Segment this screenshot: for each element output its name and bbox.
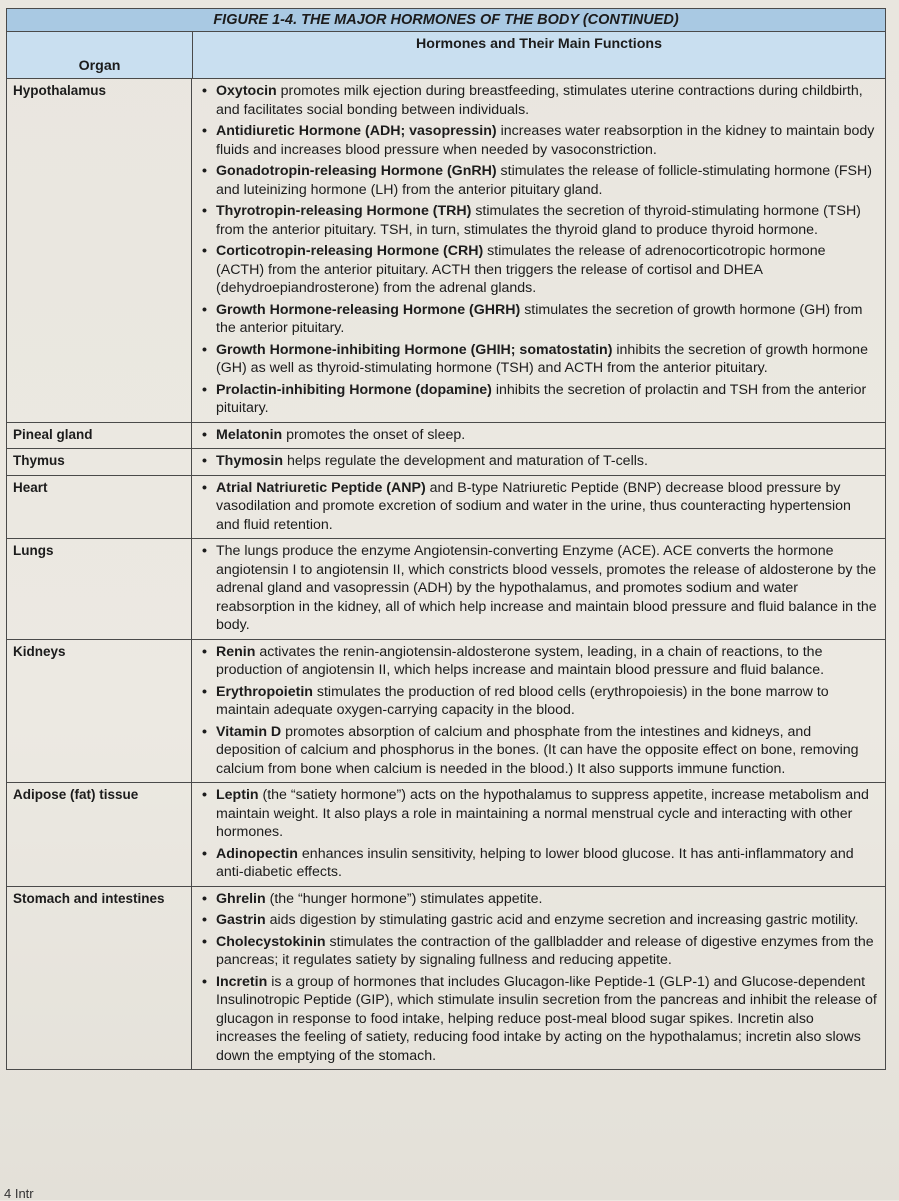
hormone-name: Antidiuretic Hormone (ADH; vasopressin) [216, 123, 497, 139]
organ-cell: Lungs [7, 539, 192, 639]
hormone-name: Leptin [216, 787, 259, 803]
table-row [7, 783, 885, 887]
hormone-item [202, 301, 877, 338]
hormone-item [202, 82, 877, 119]
hormone-name: Incretin [216, 973, 268, 990]
bullet-icon: • [202, 243, 207, 259]
hormone-name: Growth Hormone-releasing Hormone (GHRH) [216, 301, 521, 318]
hormone-item [202, 122, 877, 159]
organ-cell: Hypothalamus [7, 79, 192, 422]
hormone-item [202, 452, 877, 471]
hormone-description: helps regulate the development and maturation of T-cells. [283, 453, 648, 469]
bullet-icon: • [202, 973, 207, 990]
hormone-description: activates the renin-angiotensin-aldosterone system, leading, in a chain of reactions, to the production of angiotensin II, which helps increase and maintain blood pressure and fluid balance. [216, 643, 825, 678]
bullet-icon: • [202, 933, 207, 950]
hormone-name: Growth Hormone-inhibiting Hormone (GHIH; somatostatin) [216, 341, 613, 358]
hormone-description: stimulates the release of adrenocorticotropic hormone (ACTH) from the anterior pituitary. ACTH then triggers the release of cortisol and DHEA (dehydroepiandrosterone) from the adrenal glands. [216, 243, 826, 296]
hormone-description: stimulates the secretion of thyroid-stimulating hormone (TSH) from the anterior pituitary. TSH, in turn, stimulates the thyroid gland to produce thyroid hormone. [216, 203, 861, 238]
hormone-name: Vitamin D [216, 723, 282, 740]
organ-cell: Pineal gland [7, 423, 192, 449]
hormone-name: Renin [216, 643, 256, 660]
table-body [7, 79, 885, 1069]
organ-cell: Stomach and intestines [7, 887, 192, 1070]
hormone-name: Corticotropin-releasing Hormone (CRH) [216, 243, 484, 259]
table-row [7, 79, 885, 423]
hormone-description: (the “hunger hormone”) stimulates appetite. [265, 890, 543, 907]
organ-column-header: Organ [7, 32, 193, 78]
organ-cell: Kidneys [7, 640, 192, 783]
table-header [7, 32, 885, 79]
hormone-name: Ghrelin [216, 890, 266, 907]
hormone-functions-cell [192, 423, 885, 449]
bullet-icon: • [202, 787, 207, 803]
hormone-description: The lungs produce the enzyme Angiotensin-converting Enzyme (ACE). ACE converts the hormone angiotensin I to angiotensin II, which constricts blood vessels, promotes the release of aldosterone by the adrenal gland and vasopressin (ADH) by the hypothalamus, and promotes sodium and water reabsorption in the kidney, all of which help increase and maintain blood pressure and fluid balance in the body. [216, 543, 877, 633]
hormone-item [202, 933, 877, 970]
hormones-table [6, 8, 886, 1070]
hormone-name: Oxytocin [216, 83, 277, 99]
hormone-item [202, 723, 877, 779]
hormone-description: and B-type Natriuretic Peptide (BNP) decrease blood pressure by vasodilation and promote excretion of sodium and water in the urine, thus counteracting hypertension and fluid retention. [216, 479, 851, 533]
hormone-item [202, 643, 877, 680]
hormone-name: Erythropoietin [216, 683, 313, 700]
hormone-item [202, 683, 877, 720]
hormone-name: Adinopectin [216, 845, 298, 862]
table-row [7, 887, 885, 1070]
organ-cell: Adipose (fat) tissue [7, 783, 192, 886]
hormone-functions-cell [192, 476, 885, 539]
hormone-description: enhances insulin sensitivity, helping to lower blood glucose. It has anti-inflammatory and anti-diabetic effects. [216, 845, 854, 880]
page-footer: 4 Intr [4, 1186, 34, 1201]
bullet-icon: • [202, 83, 207, 99]
bullet-icon: • [202, 890, 207, 907]
hormone-description: increases water reabsorption in the kidney to maintain body fluids and increases blood pressure when needed by vasoconstriction. [216, 123, 875, 158]
hormone-description: stimulates the contraction of the gallbladder and release of digestive enzymes from the pancreas; it regulates satiety by signaling fullness and reducing appetite. [216, 933, 874, 968]
hormone-functions-cell [192, 783, 885, 886]
bullet-icon: • [202, 426, 207, 443]
hormone-description: stimulates the release of follicle-stimulating hormone (FSH) and luteinizing hormone (LH) from the anterior pituitary gland. [216, 163, 872, 198]
table-title: FIGURE 1-4. THE MAJOR HORMONES OF THE BODY (CONTINUED) [7, 9, 885, 32]
organ-cell: Heart [7, 476, 192, 539]
hormone-functions-cell [192, 449, 885, 475]
table-row [7, 449, 885, 476]
hormone-functions-cell [192, 887, 885, 1070]
hormone-item [202, 911, 877, 930]
hormone-description: promotes milk ejection during breastfeeding, stimulates uterine contractions during childbirth, and facilitates social bonding between individuals. [216, 83, 863, 118]
hormone-name: Thymosin [216, 453, 284, 469]
hormone-name: Gastrin [216, 912, 266, 928]
hormone-item [202, 341, 877, 378]
organ-cell: Thymus [7, 449, 192, 475]
hormone-name: Melatonin [216, 426, 283, 443]
hormone-item [202, 973, 877, 1066]
hormone-description: is a group of hormones that includes Glucagon-like Peptide-1 (GLP-1) and Glucose-dependent Insulinotropic Peptide (GIP), which stimulate insulin secretion from the pancreas and inhibit the release of glucagon in response to food intake, helping reduce post-meal blood sugar spikes. Incretin also increases the feeling of satiety, reducing food intake by acting on the hypothalamus; incretin also slows down the emptying of the stomach. [216, 973, 877, 1064]
table-row [7, 640, 885, 784]
hormones-column-header: Hormones and Their Main Functions [416, 36, 662, 52]
bullet-icon: • [202, 683, 207, 700]
hormone-functions-cell [192, 539, 885, 639]
hormone-description: stimulates the production of red blood cells (erythropoiesis) in the bone marrow to maintain adequate oxygen-carrying capacity in the blood. [216, 683, 829, 718]
hormone-item [202, 202, 877, 239]
hormone-description: inhibits the secretion of prolactin and TSH from the anterior pituitary. [216, 381, 867, 416]
hormone-item [202, 890, 877, 909]
hormone-item [202, 786, 877, 842]
hormone-item [202, 381, 877, 418]
bullet-icon: • [202, 543, 207, 559]
hormone-description: inhibits the secretion of growth hormone (GH) as well as thyroid-stimulating hormone (TSH) and ACTH from the anterior pituitary. [216, 341, 868, 376]
bullet-icon: • [202, 723, 207, 740]
hormone-item [202, 542, 877, 635]
bullet-icon: • [202, 381, 207, 398]
hormone-item [202, 426, 877, 445]
table-row [7, 423, 885, 450]
hormone-name: Thyrotropin-releasing Hormone (TRH) [216, 203, 472, 219]
table-row [7, 476, 885, 540]
bullet-icon: • [202, 453, 207, 469]
hormone-item [202, 242, 877, 298]
hormone-name: Atrial Natriuretic Peptide (ANP) [216, 479, 426, 496]
hormone-description: (the “satiety hormone”) acts on the hypothalamus to suppress appetite, increase metabolism and maintain weight. It also plays a role in maintaining a normal menstrual cycle and interacting with other hormones. [216, 787, 869, 840]
bullet-icon: • [202, 123, 207, 139]
bullet-icon: • [202, 341, 207, 358]
hormone-description: promotes absorption of calcium and phosphate from the intestines and kidneys, and deposition of calcium and phosphorus in the bones. (It can have the opposite effect on bone, removing calcium from bone when calcium is needed in the blood.) It also supports immune function. [216, 723, 859, 777]
hormone-description: promotes the onset of sleep. [282, 426, 466, 443]
bullet-icon: • [202, 912, 207, 928]
bullet-icon: • [202, 643, 207, 660]
bullet-icon: • [202, 845, 207, 862]
bullet-icon: • [202, 479, 207, 496]
hormone-item [202, 162, 877, 199]
hormone-functions-cell [192, 640, 885, 783]
hormone-functions-cell [192, 79, 885, 422]
hormone-item [202, 845, 877, 882]
hormone-name: Prolactin-inhibiting Hormone (dopamine) [216, 381, 492, 398]
bullet-icon: • [202, 163, 207, 179]
hormone-name: Cholecystokinin [216, 933, 326, 950]
hormone-item [202, 479, 877, 535]
hormone-description: stimulates the secretion of growth hormone (GH) from the anterior pituitary. [216, 301, 863, 336]
hormone-description: aids digestion by stimulating gastric acid and enzyme secretion and increasing gastric motility. [265, 912, 859, 928]
table-row [7, 539, 885, 640]
bullet-icon: • [202, 301, 207, 318]
bullet-icon: • [202, 203, 207, 219]
hormone-name: Gonadotropin-releasing Hormone (GnRH) [216, 163, 497, 179]
